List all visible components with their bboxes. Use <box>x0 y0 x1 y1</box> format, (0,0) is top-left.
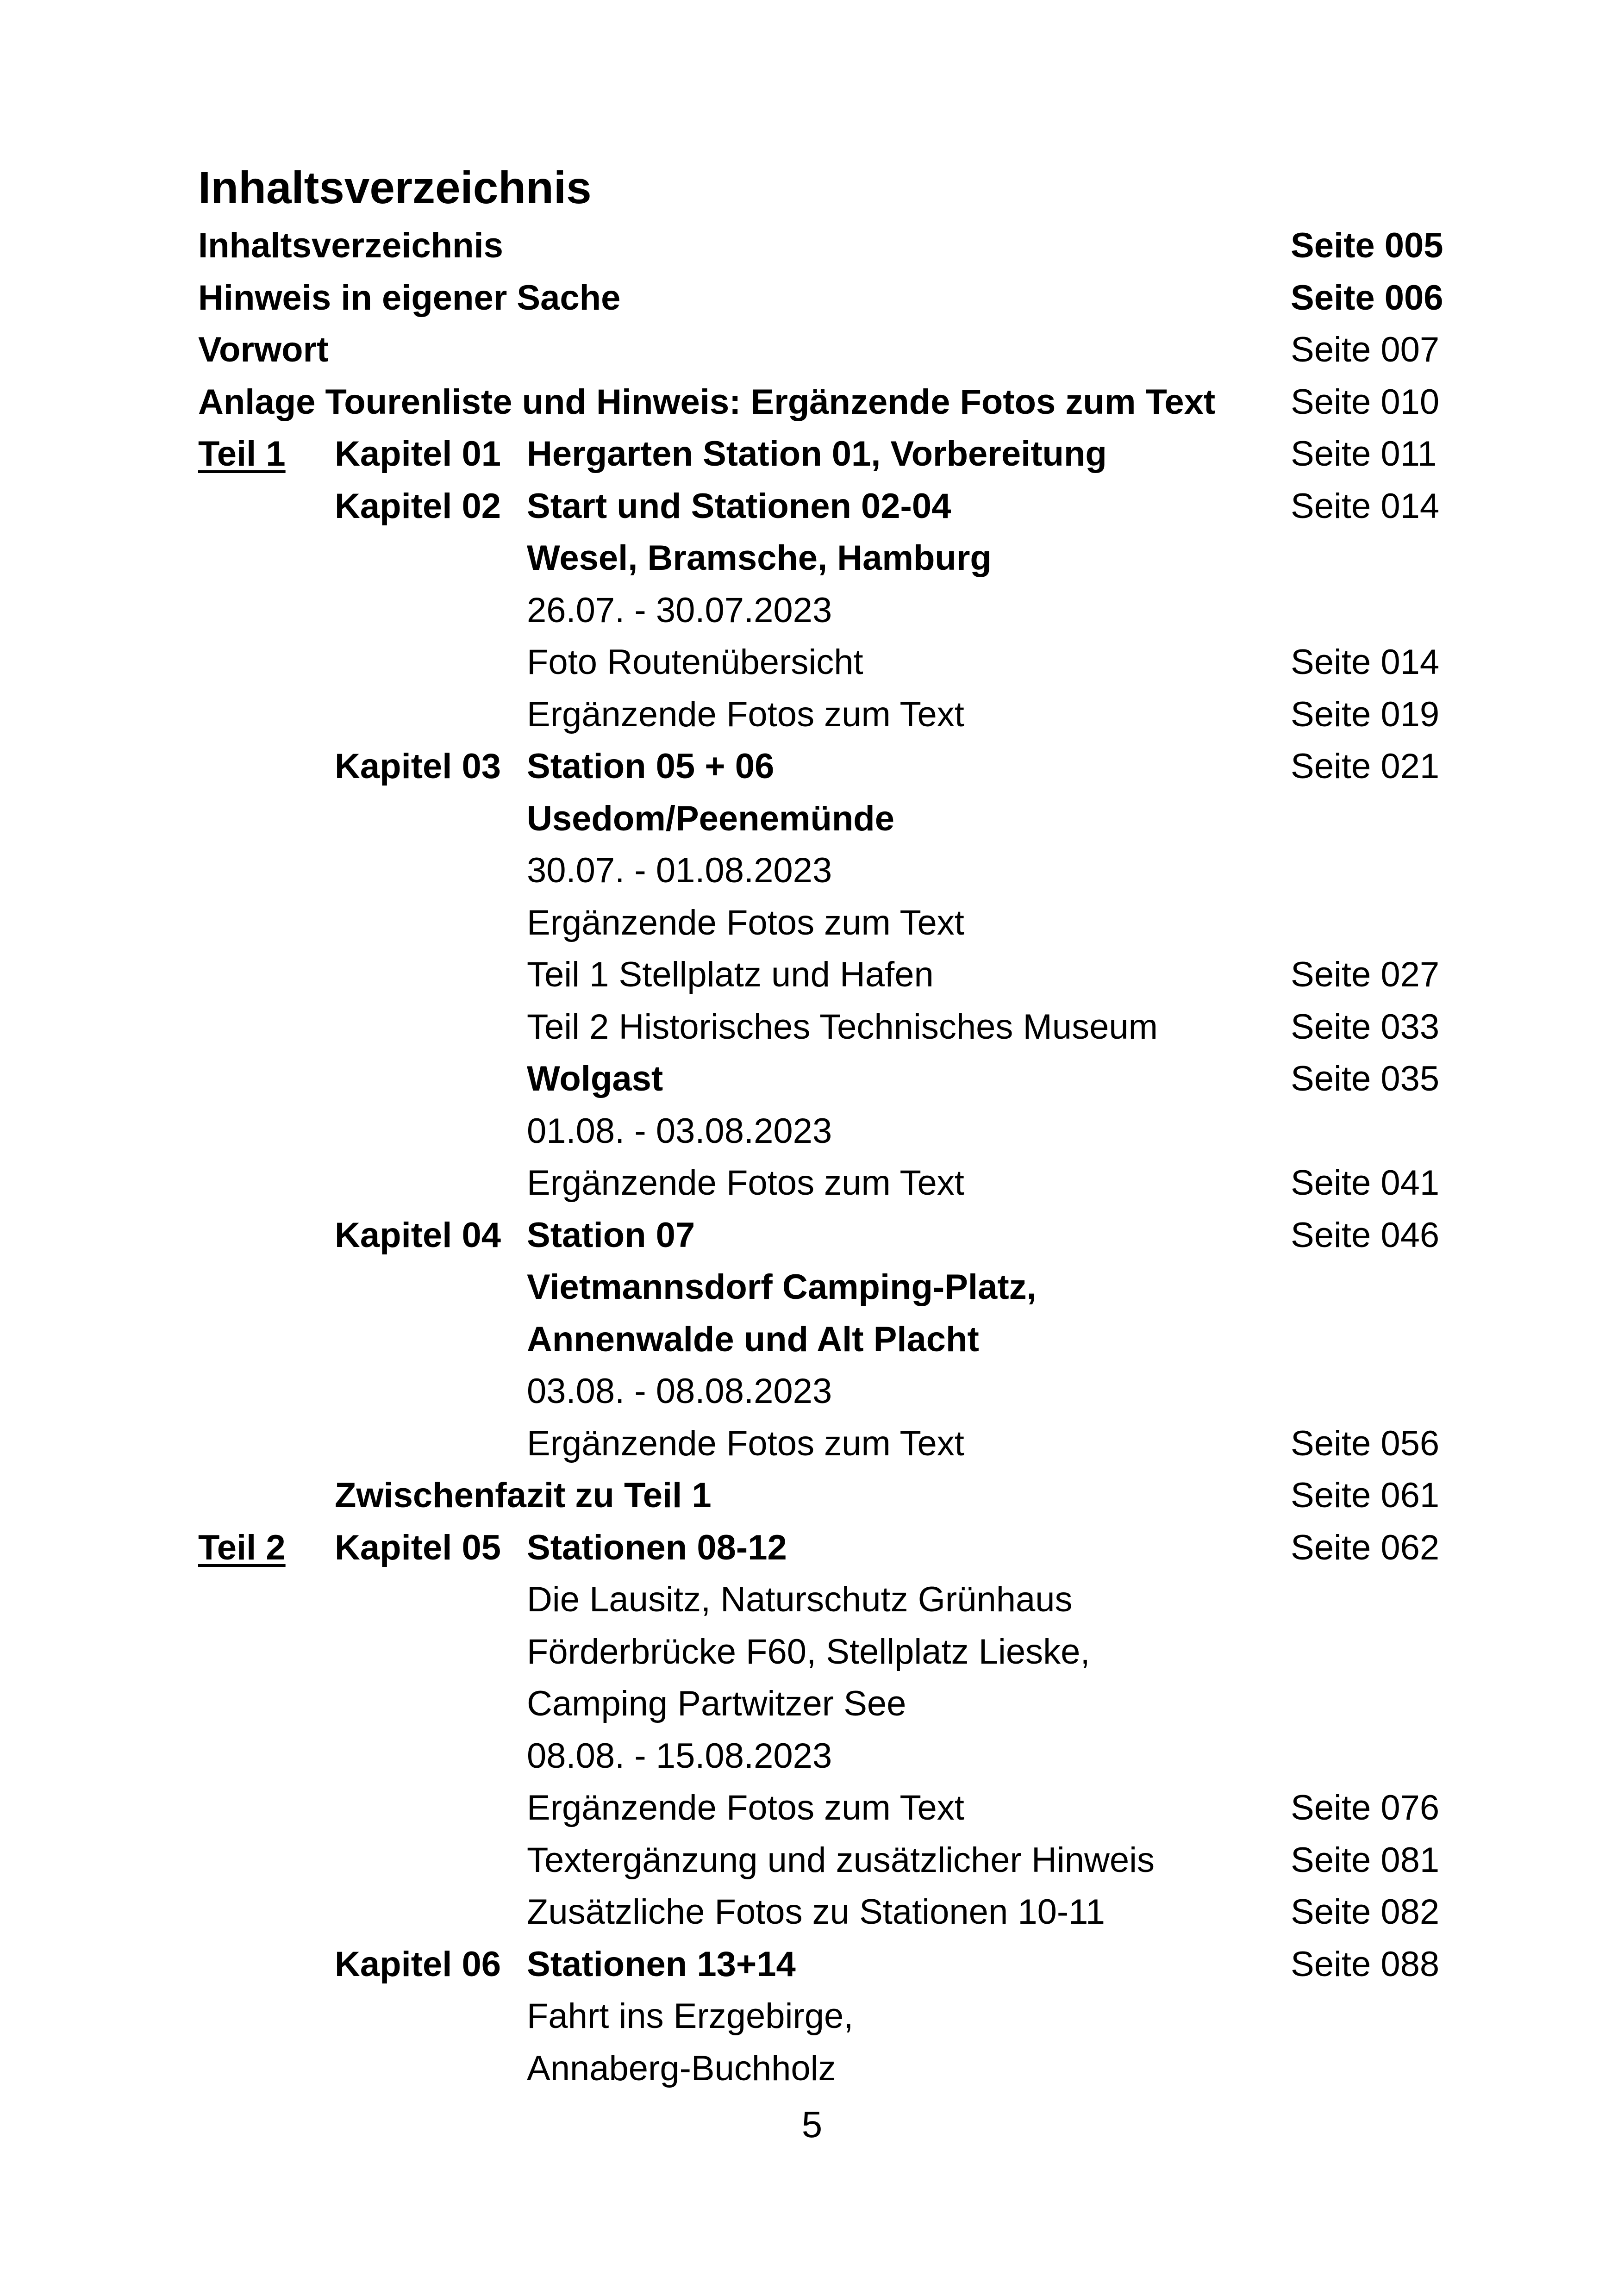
toc-row <box>198 324 1457 376</box>
toc-entry-title: Ergänzende Fotos zum Text <box>527 1423 964 1463</box>
toc-row <box>198 1626 1457 1678</box>
toc-row <box>198 532 1457 585</box>
toc-page-ref: Seite 010 <box>1291 382 1440 422</box>
toc-heading: Inhaltsverzeichnis <box>198 162 592 213</box>
toc-chapter-label: Kapitel 02 <box>335 486 501 526</box>
toc-chapter-label: Kapitel 03 <box>335 747 501 786</box>
toc-entry-title: Fahrt ins Erzgebirge, <box>527 1996 854 2036</box>
toc-row <box>198 1990 1457 2043</box>
toc-entry-title: Vietmannsdorf Camping-Platz, <box>527 1267 1037 1307</box>
toc-entry-title: Ergänzende Fotos zum Text <box>527 903 964 942</box>
toc-row <box>198 1834 1457 1887</box>
toc-page-ref: Seite 041 <box>1291 1163 1440 1203</box>
toc-row <box>198 1105 1457 1158</box>
toc-page-ref: Seite 014 <box>1291 486 1440 526</box>
toc-row <box>198 897 1457 949</box>
toc-page-ref: Seite 061 <box>1291 1476 1440 1515</box>
toc-page-ref: Seite 033 <box>1291 1007 1440 1047</box>
toc-row <box>198 1157 1457 1210</box>
toc-row <box>198 689 1457 741</box>
toc-entry-title: Start und Stationen 02-04 <box>527 486 951 526</box>
toc-row <box>198 1210 1457 1262</box>
toc-chapter-label: Kapitel 06 <box>335 1944 501 1984</box>
toc-entry-title: Ergänzende Fotos zum Text <box>527 1163 964 1203</box>
toc-entry-title: Station 07 <box>527 1215 695 1255</box>
toc-page-ref: Seite 014 <box>1291 642 1440 682</box>
toc-entry-title: Hinweis in eigener Sache <box>198 278 621 318</box>
toc-row <box>198 2043 1457 2095</box>
toc-row <box>198 480 1457 533</box>
toc-page-ref: Seite 007 <box>1291 330 1440 369</box>
toc-entry-title: 03.08. - 08.08.2023 <box>527 1372 832 1411</box>
toc-entry-title: Förderbrücke F60, Stellplatz Lieske, <box>527 1632 1090 1671</box>
toc-entry-title: Die Lausitz, Naturschutz Grünhaus <box>527 1580 1073 1619</box>
toc-row <box>198 741 1457 793</box>
toc-entry-title: Station 05 + 06 <box>527 747 775 786</box>
toc-page-ref: Seite 046 <box>1291 1215 1440 1255</box>
toc-entry-title: Zwischenfazit zu Teil 1 <box>335 1476 712 1515</box>
toc-row <box>198 1522 1457 1574</box>
toc-row <box>198 1053 1457 1105</box>
toc-row <box>198 1939 1457 1991</box>
toc-page-ref: Seite 027 <box>1291 955 1440 994</box>
toc-entry-title: Zusätzliche Fotos zu Stationen 10-11 <box>527 1892 1106 1932</box>
toc-chapter-label: Kapitel 05 <box>335 1528 501 1567</box>
toc-page-ref: Seite 011 <box>1291 434 1437 474</box>
toc-page-ref: Seite 088 <box>1291 1944 1440 1984</box>
toc-row <box>198 1782 1457 1834</box>
toc-row <box>198 1366 1457 1418</box>
toc-entry-title: Ergänzende Fotos zum Text <box>527 1788 964 1827</box>
toc-entry-title: Vorwort <box>198 330 329 369</box>
toc-entry-title: Camping Partwitzer See <box>527 1684 906 1723</box>
toc-entry-title: Ergänzende Fotos zum Text <box>527 694 964 734</box>
toc-entry-title: 30.07. - 01.08.2023 <box>527 851 832 890</box>
toc-page-ref: Seite 019 <box>1291 694 1440 734</box>
toc-row <box>198 1886 1457 1939</box>
toc-page-ref: Seite 006 <box>1291 278 1443 318</box>
toc-row <box>198 1418 1457 1470</box>
toc-entry-title: Hergarten Station 01, Vorbereitung <box>527 434 1107 474</box>
toc-entry-title: Foto Routenübersicht <box>527 642 863 682</box>
toc-entry-title: Teil 2 Historisches Technisches Museum <box>527 1007 1158 1047</box>
toc-page-ref: Seite 021 <box>1291 747 1440 786</box>
toc-entry-title: Textergänzung und zusätzlicher Hinweis <box>527 1840 1155 1880</box>
toc-entry-title: Annaberg-Buchholz <box>527 2048 836 2088</box>
toc-row <box>198 949 1457 1001</box>
page-number: 5 <box>801 2104 823 2145</box>
toc-entry-title: Usedom/Peenemünde <box>527 798 894 838</box>
toc-row <box>198 1574 1457 1626</box>
toc-entry-title: 01.08. - 03.08.2023 <box>527 1111 832 1151</box>
toc-part-label: Teil 1 <box>198 434 286 474</box>
toc-row <box>198 428 1457 480</box>
toc-row <box>198 1314 1457 1366</box>
toc-entry-title: 08.08. - 15.08.2023 <box>527 1736 832 1776</box>
toc-entry-title: Stationen 08-12 <box>527 1528 787 1567</box>
toc-row <box>198 1261 1457 1314</box>
toc-entry-title: Wesel, Bramsche, Hamburg <box>527 538 992 578</box>
toc-page-ref: Seite 082 <box>1291 1892 1440 1932</box>
toc-page-ref: Seite 062 <box>1291 1528 1440 1567</box>
toc-row <box>198 845 1457 897</box>
toc-row <box>198 636 1457 689</box>
toc-entry-title: Annenwalde und Alt Placht <box>527 1319 979 1359</box>
toc-page-ref: Seite 035 <box>1291 1059 1440 1098</box>
toc-entry-title: Stationen 13+14 <box>527 1944 796 1984</box>
toc-chapter-label: Kapitel 04 <box>335 1215 501 1255</box>
toc-row <box>198 376 1457 429</box>
toc-list <box>198 220 1457 2095</box>
toc-page-ref: Seite 081 <box>1291 1840 1440 1880</box>
toc-entry-title: Wolgast <box>527 1059 663 1098</box>
toc-page-ref: Seite 056 <box>1291 1423 1440 1463</box>
toc-row <box>198 220 1457 272</box>
toc-chapter-label: Kapitel 01 <box>335 434 501 474</box>
toc-row <box>198 793 1457 845</box>
toc-page-ref: Seite 005 <box>1291 226 1443 265</box>
toc-entry-title: Teil 1 Stellplatz und Hafen <box>527 955 934 994</box>
toc-row <box>198 1001 1457 1054</box>
toc-entry-title: Inhaltsverzeichnis <box>198 226 503 265</box>
toc-entry-title: 26.07. - 30.07.2023 <box>527 590 832 630</box>
toc-row <box>198 272 1457 324</box>
toc-part-label: Teil 2 <box>198 1528 286 1567</box>
toc-page-ref: Seite 076 <box>1291 1788 1440 1827</box>
toc-entry-title: Anlage Tourenliste und Hinweis: Ergänzende Fotos zum Text <box>198 382 1216 422</box>
toc-row <box>198 585 1457 637</box>
toc-row <box>198 1470 1457 1522</box>
toc-row <box>198 1678 1457 1730</box>
toc-row <box>198 1730 1457 1783</box>
